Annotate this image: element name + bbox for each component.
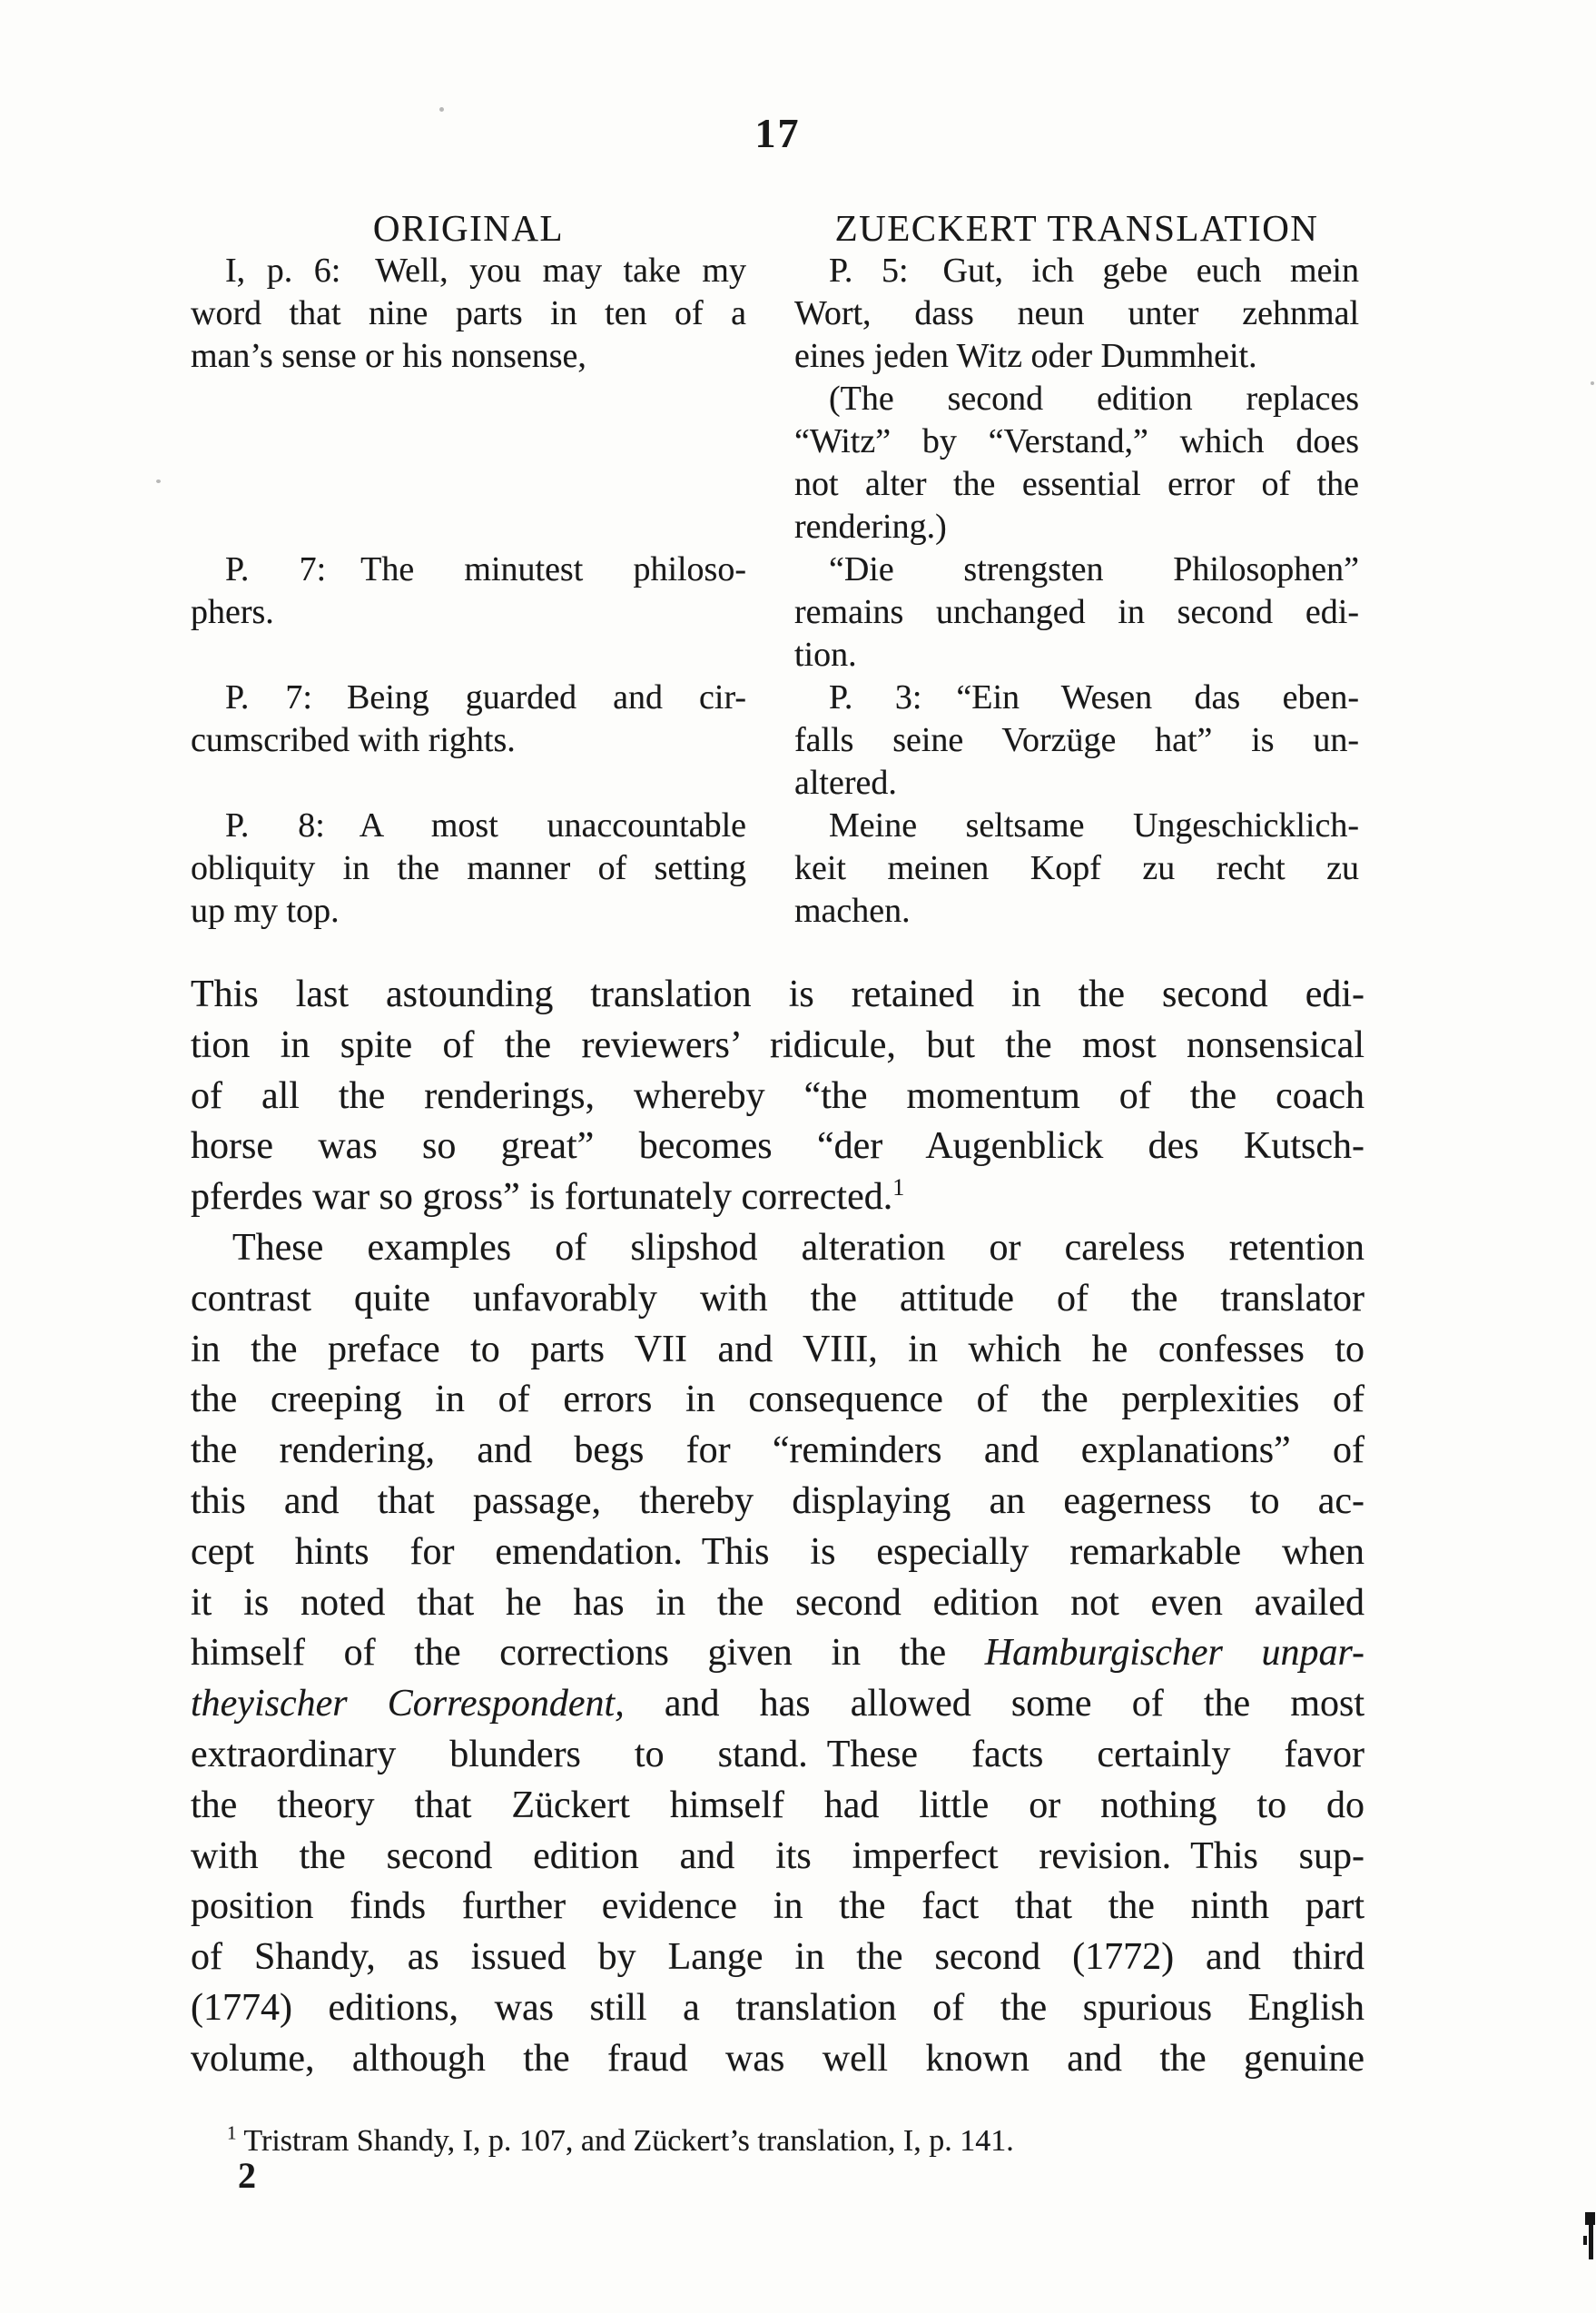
- text-line: remains unchanged in second edi-: [794, 593, 1359, 631]
- text-line: I, p. 6: Well, you may take my: [225, 252, 746, 290]
- text-line: cumscribed with rights.: [191, 721, 516, 759]
- footnote-text: $^1$ Tristram Shandy, I, p. 107, and Zückert’s translation, I, p. 141.: [227, 2122, 1014, 2158]
- text-line: in the preface to parts VII and VIII, in which he confesses to: [191, 1328, 1364, 1370]
- text-line: cept hints for emendation. This is especially remarkable when: [191, 1530, 1364, 1573]
- entry-original: [191, 677, 746, 762]
- text-line: with the second edition and its imperfect revision. This sup-: [191, 1834, 1364, 1877]
- scan-speck: [439, 107, 444, 112]
- text-line: This last astounding translation is retained in the second edi-: [191, 974, 1364, 1015]
- text-line: word that nine parts in ten of a: [191, 294, 746, 332]
- entry-translation: [794, 378, 1359, 549]
- text-line: “Die strengsten Philosophen”: [829, 550, 1359, 588]
- body-text: [191, 970, 1364, 2085]
- text-line: machen.: [794, 892, 911, 930]
- text-line: (1774) editions, was still a translation of the spurious English: [191, 1986, 1364, 2029]
- footnote: [227, 2122, 1353, 2160]
- original-column-cell: [191, 677, 746, 762]
- text-line: the theory that Zückert himself had little or nothing to do: [191, 1784, 1364, 1826]
- entry-original: [191, 549, 746, 634]
- entry-original: [191, 250, 746, 378]
- scan-speck: [156, 479, 161, 483]
- ink-scratch-mark: [1583, 2236, 1587, 2245]
- text-line: it is noted that he has in the second edition not even availed: [191, 1581, 1364, 1624]
- text-line: this and that passage, thereby displaying an eagerness to ac-: [191, 1479, 1364, 1522]
- text-line: altered.: [794, 764, 897, 802]
- text-line: of all the renderings, whereby “the momentum of the coach: [191, 1074, 1364, 1117]
- text-line: P. 3: “Ein Wesen das eben-: [829, 678, 1359, 717]
- original-column-cell: [191, 805, 746, 933]
- entry-translation: [794, 805, 1359, 933]
- text-line: falls seine Vorzüge hat” is un-: [794, 721, 1359, 759]
- comparison-row: [191, 250, 1359, 549]
- text-line: rendering.): [794, 508, 947, 546]
- column-header-translation: ZUECKERT TRANSLATION: [834, 207, 1319, 249]
- scan-speck: [1591, 381, 1594, 385]
- text-line: eines jeden Witz oder Dummheit.: [794, 337, 1257, 375]
- text-line: the creeping in of errors in consequence of the perplexities of: [191, 1379, 1364, 1421]
- comparison-headers: [191, 207, 1359, 250]
- original-column-cell: [191, 250, 746, 378]
- text-line: P. 5: Gut, ich gebe euch mein: [829, 252, 1359, 290]
- entry-translation: [794, 549, 1359, 677]
- translation-column-cell: [794, 805, 1359, 933]
- text-line: tion in spite of the reviewers’ ridicule, but the most nonsensical: [191, 1023, 1364, 1066]
- signature-mark: 2: [238, 2155, 256, 2196]
- page-number: 17: [754, 110, 801, 156]
- text-line: man’s sense or his nonsense,: [191, 337, 586, 375]
- text-line: extraordinary blunders to stand. These facts certainly favor: [191, 1733, 1364, 1775]
- text-line: keit meinen Kopf zu recht zu: [794, 849, 1359, 887]
- text-line: position finds further evidence in the fact that the ninth part: [191, 1885, 1364, 1928]
- text-line: contrast quite unfavorably with the attitude of the translator: [191, 1277, 1364, 1320]
- text-line: P. 7: Being guarded and cir-: [225, 678, 746, 717]
- text-line: (The second edition replaces: [829, 380, 1359, 418]
- text-line: theyischer Correspondent, and has allowed some of the most: [191, 1683, 1364, 1725]
- text-line: tion.: [794, 636, 857, 674]
- translation-column-cell: [794, 549, 1359, 677]
- ink-scratch-mark: [1589, 2223, 1593, 2259]
- comparison-row: [191, 677, 1359, 805]
- entry-original: [191, 805, 746, 933]
- entry-translation: [794, 677, 1359, 805]
- text-line: Meine seltsame Ungeschicklich-: [829, 806, 1359, 845]
- text-line: not alter the essential error of the: [794, 465, 1359, 503]
- comparison-table: [191, 207, 1359, 933]
- column-header-original: ORIGINAL: [372, 207, 565, 249]
- text-line: P. 8: A most unaccountable: [225, 806, 746, 845]
- text-line: phers.: [191, 593, 274, 631]
- text-line: himself of the corrections given in the Hamburgischer unpar-: [191, 1632, 1364, 1675]
- comparison-row: [191, 549, 1359, 677]
- text-line: up my top.: [191, 892, 340, 930]
- text-line: Wort, dass neun unter zehnmal: [794, 294, 1359, 332]
- text-line: P. 7: The minutest philoso-: [225, 550, 746, 588]
- comparison-row: [191, 805, 1359, 933]
- translation-column-cell: [794, 677, 1359, 805]
- original-column-cell: [191, 549, 746, 634]
- paragraph: [191, 1223, 1364, 2085]
- text-line: volume, although the fraud was well known and the genuine: [191, 2037, 1364, 2080]
- text-line: of Shandy, as issued by Lange in the second (1772) and third: [191, 1936, 1364, 1979]
- paragraph: [191, 970, 1364, 1223]
- text-line: pferdes war so gross” is fortunately corrected.$^1$: [191, 1174, 905, 1219]
- text-line: the rendering, and begs for “reminders and explanations” of: [191, 1429, 1364, 1472]
- text-line: obliquity in the manner of setting: [191, 849, 746, 887]
- text-line: horse was so great” becomes “der Augenblick des Kutsch-: [191, 1125, 1364, 1168]
- text-line: These examples of slipshod alteration or careless retention: [232, 1226, 1364, 1269]
- comparison-rows: [191, 250, 1359, 933]
- text-line: “Witz” by “Verstand,” which does: [794, 422, 1359, 460]
- entry-translation: [794, 250, 1359, 378]
- translation-column-cell: [794, 250, 1359, 549]
